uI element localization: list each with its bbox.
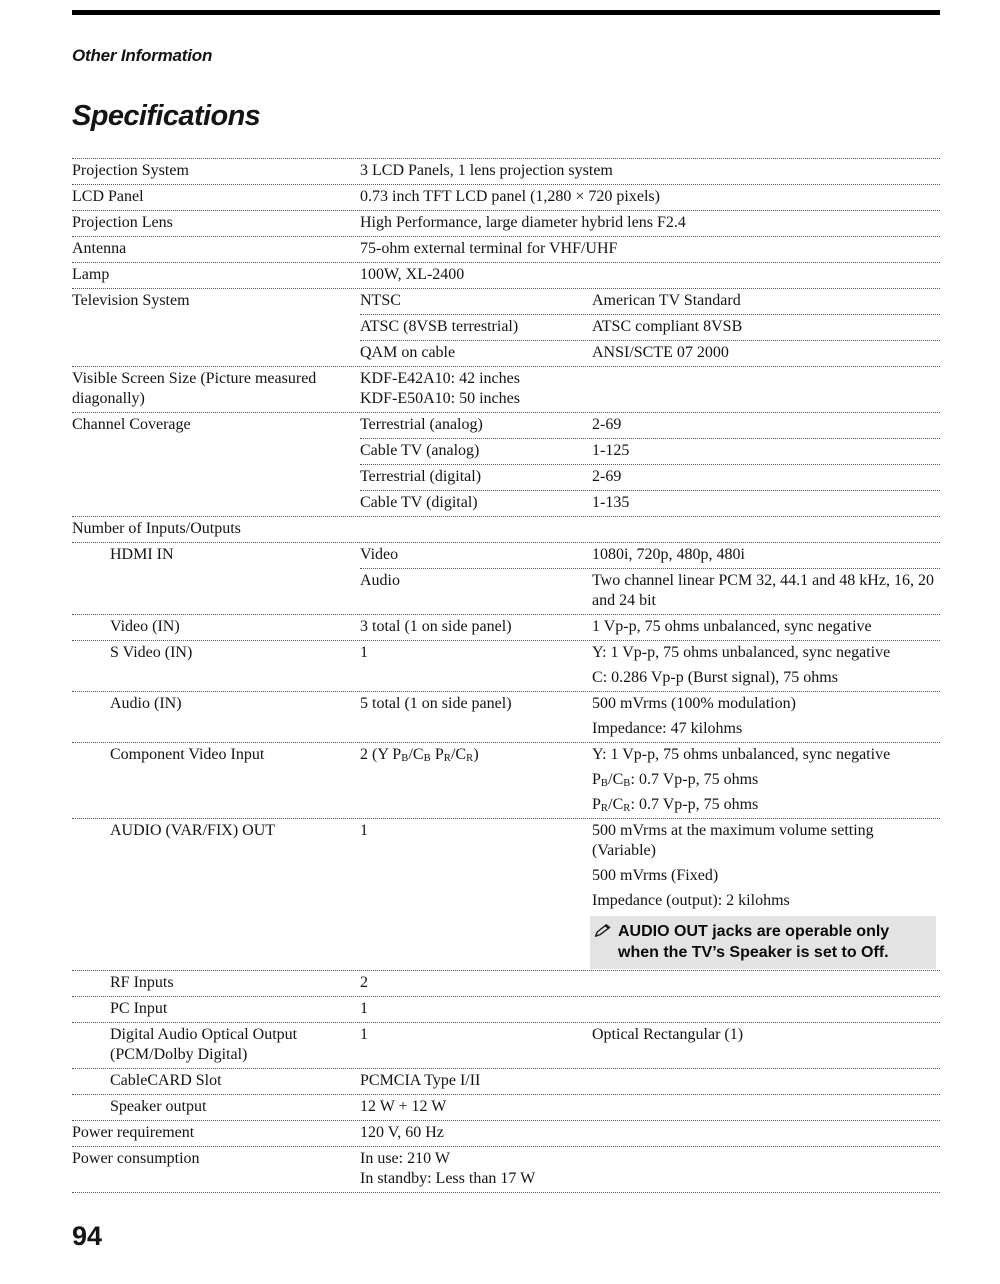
spec-label: AUDIO (VAR/FIX) OUT xyxy=(110,822,276,839)
spec-label: Projection System xyxy=(72,162,189,179)
sub-row xyxy=(360,289,940,314)
sub-name: Terrestrial (analog) xyxy=(360,416,483,433)
spec-label: Antenna xyxy=(72,240,127,257)
spec-value: 75-ohm external terminal for VHF/UHF xyxy=(360,240,618,257)
spec-value: 120 V, 60 Hz xyxy=(360,1124,444,1141)
spec-label: Audio (IN) xyxy=(110,695,182,712)
sub-row xyxy=(360,568,940,614)
sub-row xyxy=(360,543,940,568)
spec-label: PC Input xyxy=(110,1000,168,1017)
value-line: In standby: Less than 17 W xyxy=(360,1170,536,1187)
sub-row xyxy=(360,314,940,340)
value-line: KDF-E50A10: 50 inches xyxy=(360,390,520,407)
spec-label: Projection Lens xyxy=(72,214,173,231)
spec-row-channel-coverage xyxy=(72,412,940,516)
value-line: In use: 210 W xyxy=(360,1150,450,1167)
page-number: 94 xyxy=(72,1221,103,1251)
spec-row-pc-input xyxy=(72,996,940,1022)
page-title: Specifications xyxy=(72,100,261,132)
spec-row-video-in xyxy=(72,614,940,640)
spec-value xyxy=(360,369,940,409)
spec-detail xyxy=(592,745,940,815)
sub-value: 1080i, 720p, 480p, 480i xyxy=(592,546,745,563)
section-header: Other Information xyxy=(72,46,213,65)
spec-count: 1 xyxy=(360,644,368,661)
spec-count: 3 total (1 on side panel) xyxy=(360,618,512,635)
sub-name: NTSC xyxy=(360,292,401,309)
sub-rows xyxy=(360,543,940,614)
spec-label: Video (IN) xyxy=(110,618,180,635)
sub-value: ANSI/SCTE 07 2000 xyxy=(592,344,729,361)
spec-row-s-video-in xyxy=(72,640,940,691)
sub-name: Cable TV (analog) xyxy=(360,442,480,459)
note-text: AUDIO OUT jacks are operable only when the TV’s Speaker is set to Off. xyxy=(618,923,890,961)
detail-line: $P_R/C_R$: 0.7 Vp-p, 75 ohms xyxy=(592,796,759,815)
spec-row-television-system xyxy=(72,288,940,366)
detail-line: Impedance: 47 kilohms xyxy=(592,720,743,737)
spec-row-hdmi-in xyxy=(72,542,940,614)
spec-value xyxy=(360,1149,940,1189)
top-rule xyxy=(72,10,940,15)
spec-row-rf-inputs xyxy=(72,970,940,996)
spec-row-digital-audio-optical-output xyxy=(72,1022,940,1068)
pencil-icon xyxy=(594,921,611,963)
spec-label: Power consumption xyxy=(72,1150,200,1167)
sub-value: 1-125 xyxy=(592,442,630,459)
sub-name: Video xyxy=(360,546,399,563)
spec-row-power-requirement xyxy=(72,1120,940,1146)
spec-label: S Video (IN) xyxy=(110,644,193,661)
spec-section-label: Number of Inputs/Outputs xyxy=(72,520,241,537)
spec-label: Lamp xyxy=(72,266,110,283)
spec-label: Channel Coverage xyxy=(72,416,191,433)
spec-detail xyxy=(592,821,940,967)
spec-label: HDMI IN xyxy=(110,546,174,563)
spec-row-audio-in xyxy=(72,691,940,742)
specifications-table xyxy=(72,158,940,1193)
sub-name: ATSC (8VSB terrestrial) xyxy=(360,318,519,335)
spec-value: 100W, XL-2400 xyxy=(360,266,465,283)
detail-line: $P_B/C_B$: 0.7 Vp-p, 75 ohms xyxy=(592,771,759,790)
spec-value: Optical Rectangular (1) xyxy=(592,1026,744,1043)
spec-row-inputs-outputs-heading xyxy=(72,516,940,542)
spec-row-cablecard-slot xyxy=(72,1068,940,1094)
sub-row xyxy=(360,490,940,516)
spec-detail xyxy=(592,694,940,739)
spec-row-speaker-output xyxy=(72,1094,940,1120)
sub-row xyxy=(360,464,940,490)
spec-value: 12 W + 12 W xyxy=(360,1098,447,1115)
spec-detail xyxy=(592,643,940,688)
detail-line: Y: 1 Vp-p, 75 ohms unbalanced, sync negative xyxy=(592,746,891,763)
sub-row xyxy=(360,413,940,438)
sub-rows xyxy=(360,289,940,366)
sub-value: 2-69 xyxy=(592,468,622,485)
spec-row-power-consumption xyxy=(72,1146,940,1193)
spec-label: Television System xyxy=(72,292,190,309)
detail-line: 500 mVrms (100% modulation) xyxy=(592,695,796,712)
spec-row-component-video-input xyxy=(72,742,940,818)
spec-label: Speaker output xyxy=(110,1098,207,1115)
note-audio-out xyxy=(592,918,934,967)
spec-label: RF Inputs xyxy=(110,974,174,991)
spec-row-antenna xyxy=(72,236,940,262)
spec-label: Visible Screen Size (Picture measured diagonally) xyxy=(72,370,317,407)
spec-label: LCD Panel xyxy=(72,188,144,205)
spec-row-audio-var-fix-out xyxy=(72,818,940,970)
sub-row xyxy=(360,340,940,366)
spec-row-lamp xyxy=(72,262,940,288)
spec-label: CableCARD Slot xyxy=(110,1072,222,1089)
sub-row xyxy=(360,438,940,464)
spec-value: High Performance, large diameter hybrid lens F2.4 xyxy=(360,214,686,231)
sub-rows xyxy=(360,413,940,516)
spec-label: Power requirement xyxy=(72,1124,195,1141)
spec-row-projection-lens xyxy=(72,210,940,236)
spec-value: 3 LCD Panels, 1 lens projection system xyxy=(360,162,613,179)
sub-value: American TV Standard xyxy=(592,292,741,309)
spec-count: 2 xyxy=(360,974,368,991)
sub-name: Terrestrial (digital) xyxy=(360,468,482,485)
spec-value: PCMCIA Type I/II xyxy=(360,1072,481,1089)
spec-label: Digital Audio Optical Output (PCM/Dolby Digital) xyxy=(110,1026,298,1063)
sub-value: 2-69 xyxy=(592,416,622,433)
spec-count: 1 xyxy=(360,822,368,839)
spec-count: 5 total (1 on side panel) xyxy=(360,695,512,712)
spec-detail xyxy=(592,617,940,637)
detail-line: Y: 1 Vp-p, 75 ohms unbalanced, sync negative xyxy=(592,644,891,661)
detail-line: 500 mVrms (Fixed) xyxy=(592,867,719,884)
sub-value: Two channel linear PCM 32, 44.1 and 48 kHz, 16, 20 and 24 bit xyxy=(592,572,934,609)
spec-count: 2 (Y $P_B/C_B$ $P_R/C_R$) xyxy=(360,746,479,765)
detail-line: Impedance (output): 2 kilohms xyxy=(592,892,790,909)
spec-value: 0.73 inch TFT LCD panel (1,280 × 720 pixels) xyxy=(360,188,660,205)
detail-line: 1 Vp-p, 75 ohms unbalanced, sync negative xyxy=(592,618,872,635)
sub-value: 1-135 xyxy=(592,494,630,511)
detail-line: C: 0.286 Vp-p (Burst signal), 75 ohms xyxy=(592,669,838,686)
spec-count: 1 xyxy=(360,1026,368,1043)
spec-row-projection-system xyxy=(72,158,940,184)
spec-label: Component Video Input xyxy=(110,746,265,763)
detail-line: 500 mVrms at the maximum volume setting (Variable) xyxy=(592,822,874,859)
sub-name: QAM on cable xyxy=(360,344,456,361)
sub-name: Audio xyxy=(360,572,400,589)
sub-value: ATSC compliant 8VSB xyxy=(592,318,743,335)
spec-row-lcd-panel xyxy=(72,184,940,210)
spec-row-visible-screen-size xyxy=(72,366,940,412)
spec-count: 1 xyxy=(360,1000,368,1017)
sub-name: Cable TV (digital) xyxy=(360,494,478,511)
value-line: KDF-E42A10: 42 inches xyxy=(360,370,520,387)
